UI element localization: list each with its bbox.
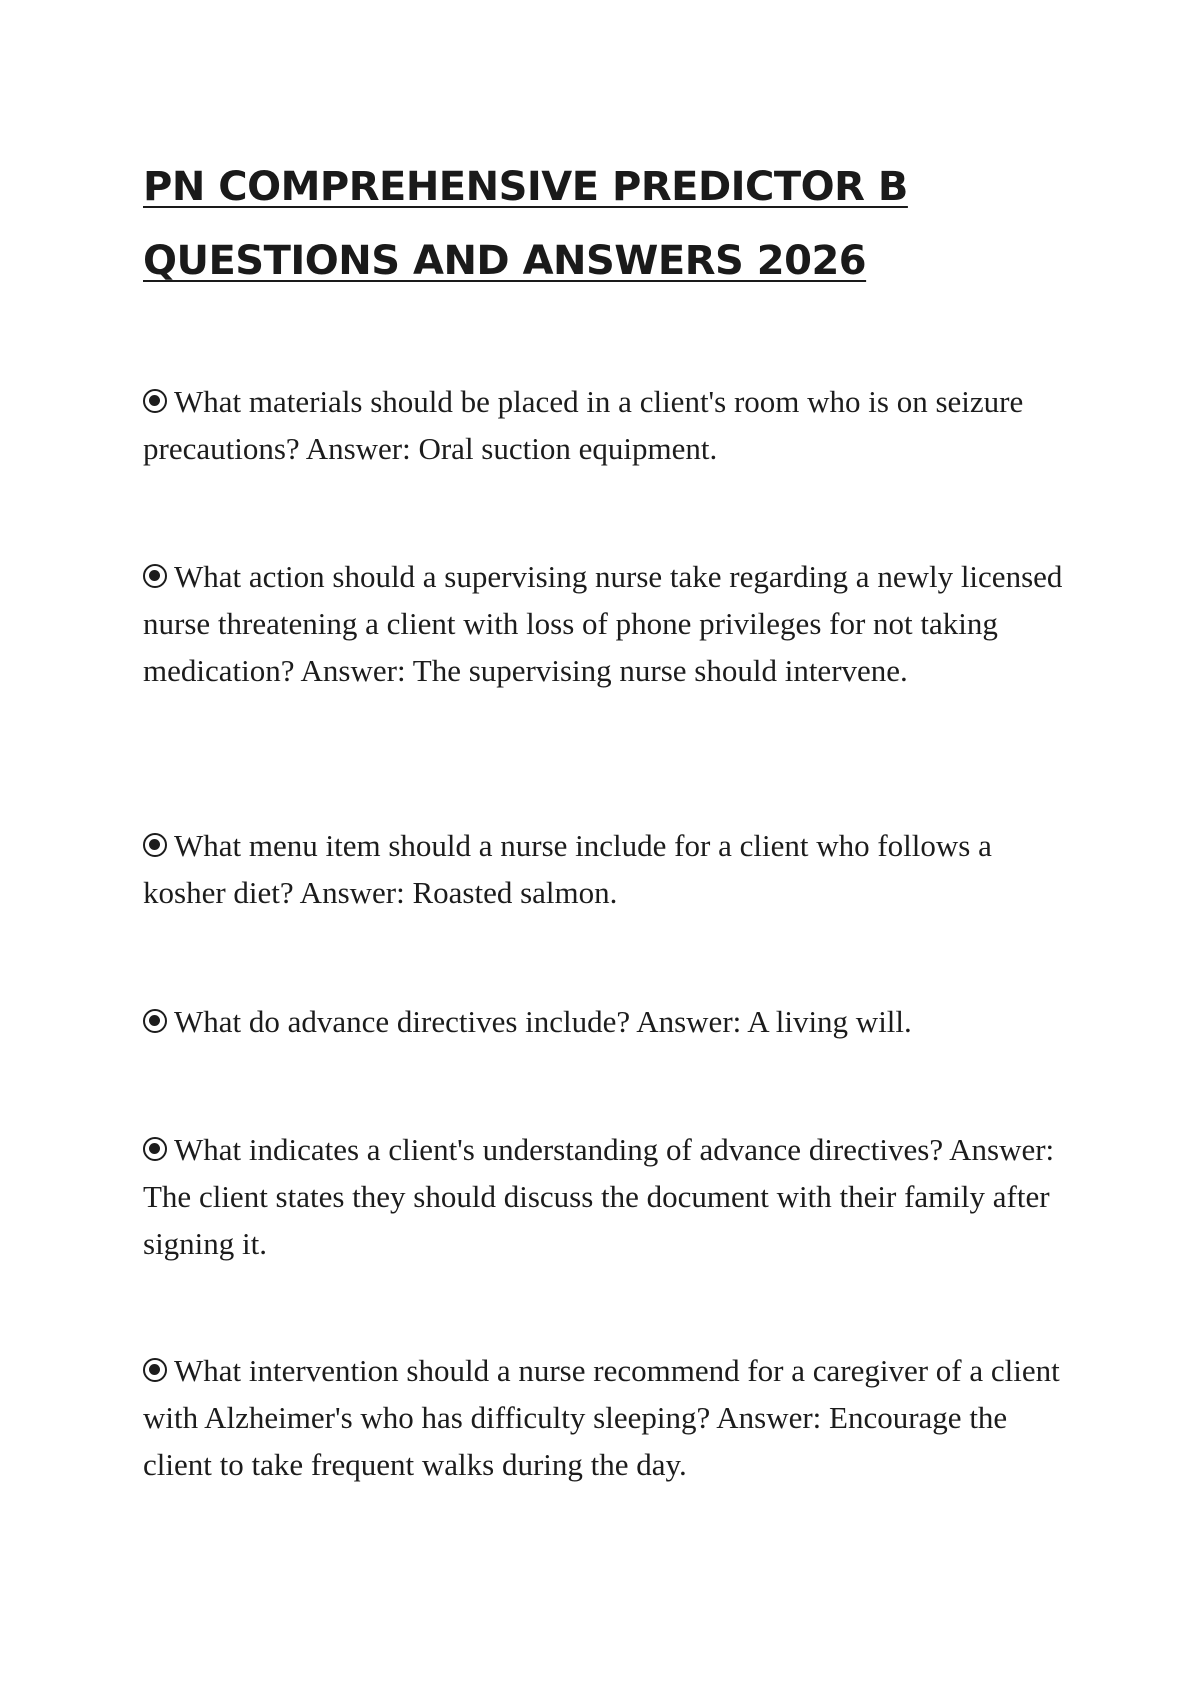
qa-item	[143, 1347, 1073, 1488]
qa-item	[143, 822, 1073, 916]
radio-bullet-icon	[143, 564, 167, 588]
title-line-1: PN COMPREHENSIVE PREDICTOR B	[143, 164, 908, 210]
qa-item	[143, 553, 1073, 694]
qa-text: What intervention should a nurse recommend for a caregiver of a client with Alzheimer's who has difficulty sleeping? Answer: Encourage the client to take frequent walks during the day.	[143, 1353, 1060, 1482]
qa-text: What materials should be placed in a client's room who is on seizure precautions? Answer: Oral suction equipment.	[143, 384, 1024, 466]
title-line-2: QUESTIONS AND ANSWERS 2026	[143, 238, 867, 284]
radio-bullet-icon	[143, 389, 167, 413]
qa-text: What do advance directives include? Answer: A living will.	[174, 1004, 912, 1039]
qa-item	[143, 378, 1073, 472]
qa-text: What menu item should a nurse include for a client who follows a kosher diet? Answer: Roasted salmon.	[143, 828, 992, 910]
radio-bullet-icon	[143, 1137, 167, 1161]
radio-bullet-icon	[143, 833, 167, 857]
qa-text: What action should a supervising nurse take regarding a newly licensed nurse threatening a client with loss of phone privileges for not taking medication? Answer: The supervising nurse should intervene.	[143, 559, 1063, 688]
qa-item	[143, 998, 1073, 1045]
qa-item	[143, 1126, 1073, 1267]
radio-bullet-icon	[143, 1009, 167, 1033]
radio-bullet-icon	[143, 1358, 167, 1382]
qa-text: What indicates a client's understanding of advance directives? Answer: The client states they should discuss the document with their family after signing it.	[143, 1132, 1055, 1261]
page-title	[143, 150, 1063, 298]
